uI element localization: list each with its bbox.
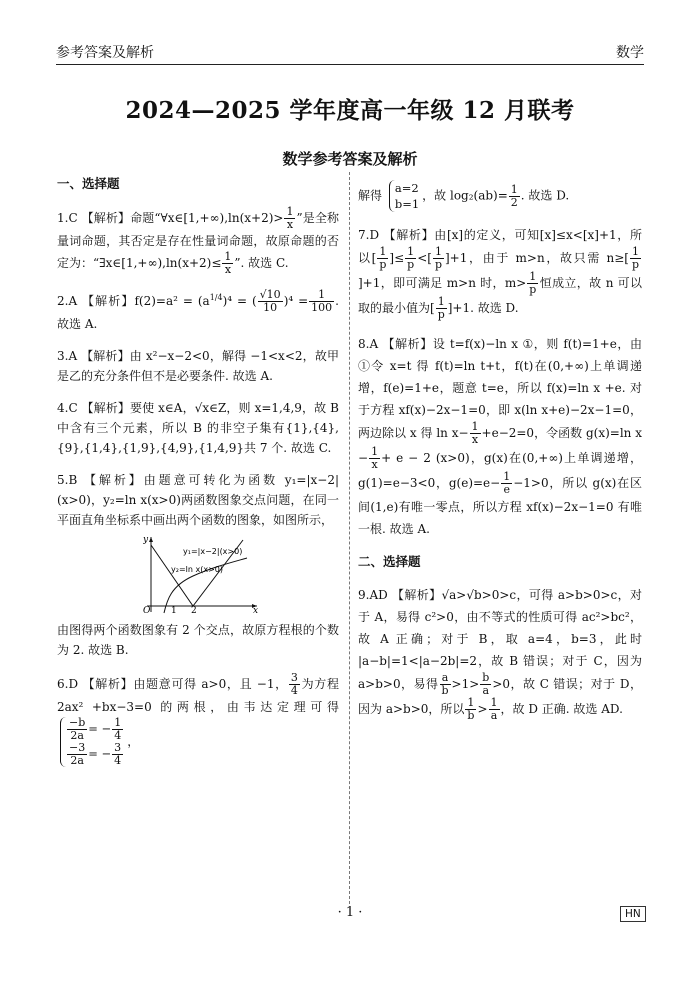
exam-title: 2024—2025 学年度高一年级 12 月联考 bbox=[125, 97, 575, 124]
q6-text-a: 6.D 【解析】由题意可得 a>0，且 −1， bbox=[57, 677, 288, 691]
q6-vieta-system: $\frac{-b}{2a}$ = − $\frac{1}{4}$ $\frac{-3}{2a}$ = − $\frac{3}{4}$ bbox=[60, 717, 124, 767]
header-left: 参考答案及解析 bbox=[56, 45, 154, 61]
q6-solve-mid: ，故 log₂(ab)= bbox=[422, 188, 508, 203]
q2-frac: $\frac{1}{100}$ bbox=[311, 288, 333, 314]
q7-text-d: ]+1，由于 m>n，故只需 n≥[ bbox=[445, 251, 629, 265]
q9-text-c: >0，故 C 错误；对于 D，因为 a>b>0，所以 bbox=[358, 677, 642, 716]
page-number: · 1 · bbox=[337, 905, 363, 920]
q8-text-c: + e − 2 (x>0)，g(x)在(0,+∞)上单调递增，g(1)=e−3<0，g(e)=e− bbox=[358, 451, 642, 490]
q6-frac: $\frac{3}{4}$ bbox=[290, 671, 298, 697]
q5-text-b: 由图得两个函数图象有 2 个交点，故原方程根的个数为 2. 故选 B. bbox=[57, 623, 339, 657]
q6-solve-end: . 故选 D. bbox=[520, 188, 570, 203]
graph-tick-1: 1 bbox=[171, 606, 177, 614]
q6-solution-system: a=2 b=1 bbox=[389, 180, 419, 212]
answer-1 bbox=[57, 206, 339, 276]
q8-text-b: +e−2=0，令函数 g(x)=ln x − bbox=[358, 426, 642, 465]
answer-6 bbox=[57, 672, 339, 767]
q8-text-d: −1>0，所以 g(x)在区间(1,e)有唯一零点，所以方程 xf(x)−2x−1=0 有唯一根. 故选 A. bbox=[358, 476, 642, 536]
section-one-heading: 一、选择题 bbox=[57, 176, 120, 191]
left-column bbox=[57, 174, 339, 779]
q2-exp: 1/4 bbox=[209, 293, 223, 302]
q1-text-a: 1.C 【解析】命题“∀x∈[1,+∞),ln(x+2)> bbox=[57, 211, 284, 225]
q9-text-b: >1> bbox=[451, 677, 480, 691]
answer-8: 8.A 【解析】设 t=f(x)−ln x ①，则 f(t)=1+e，由①令 x=t 得 f(t)=ln t+t，f(t)在(0,+∞)上单调递增，f(e)=1+e，题意 t=e，所以 f(x)=ln x +e. 对于方程 xf(x)−2x−1=0，即 x(ln x+e)−2x−1=0，两边除以 x 得 ln x− $\frac{1}{x}$ +e−2=0，令函数 g(x)=ln x − $\frac{1}{x}$ + e − 2 (x>0)，g(x)在(0,+∞)上单调递增，g(1)=e−3<0，g(e)=e− $\frac{1}{e}$ −1>0，所以 g(x)在区间(1,e)有唯一零点，所以方程 xf(x)−2x−1=0 有唯一根. 故选 A. bbox=[358, 337, 642, 536]
answer-2 bbox=[57, 288, 339, 334]
q1-frac: $\frac{1}{x}$ bbox=[286, 205, 294, 231]
q6-solve-prefix: 解得 bbox=[358, 188, 383, 203]
q7-text-b: ]≤ bbox=[389, 251, 405, 265]
q9-text-e: ，故 D 正确. 故选 AD. bbox=[500, 702, 623, 716]
region-code: HN bbox=[620, 906, 646, 922]
answer-9: 9.AD 【解析】√a>√b>0>c，可得 a>b>0>c，对于 A，易得 c²>0，由不等式的性质可得 ac²>bc²，故 A 正确；对于 B，取 a=4，b=3，此时 |a−b|=1<|a−2b|=2，故 B 错误；对于 C，因为 a>b>0，易得 $\frac{a}{b}$ >1> $\frac{b}{a}$ >0，故 C 错误；对于 D，因为 a>b>0，所以 $\frac{1}{b}$ > $\frac{1}{a}$ ，故 D 正确. 故选 AD. bbox=[358, 588, 642, 722]
graph-x-label: x bbox=[253, 606, 259, 614]
y-axis-arrow bbox=[149, 537, 153, 542]
q6-text-b: 为方程 2ax² +bx−3=0 的两根，由韦达定理可得 bbox=[57, 677, 339, 714]
right-column bbox=[358, 180, 642, 734]
q5-text-a: 5.B 【解析】由题意可转化为函数 y₁=|x−2|(x>0)，y₂=ln x(x>0)两函数图象交点问题，在同一平面直角坐标系中画出两个函数的图象，如图所示， bbox=[57, 473, 339, 527]
exam-subtitle: 数学参考答案及解析 bbox=[282, 150, 418, 168]
header-subject: 数学 bbox=[616, 45, 644, 61]
answer-3: 3.A 【解析】由 x²−x−2<0，解得 −1<x<2，故甲是乙的充分条件但不是必要条件. 故选 A. bbox=[57, 349, 339, 383]
graph-origin: O bbox=[143, 606, 151, 614]
q2-root-frac: $\frac{√10}{10}$ bbox=[259, 288, 281, 314]
q2-text-d: . 故选 A. bbox=[57, 294, 339, 331]
section-two-heading: 二、选择题 bbox=[358, 554, 421, 569]
q2-text-c: )⁴ = bbox=[283, 294, 309, 308]
graph-label-y2: y₂=ln x(x>0) bbox=[171, 565, 223, 574]
graph-tick-2: 2 bbox=[191, 606, 197, 614]
q1-text-b: ”是全称量词命题，其否定是存在性量词命题，故原命题的否定为：“∃x∈[1,+∞),ln(x+2)≤ bbox=[57, 211, 339, 270]
graph-label-y1: y₁=|x−2|(x>0) bbox=[183, 547, 243, 556]
q9-text-a: 9.AD 【解析】√a>√b>0>c，可得 a>b>0>c，对于 A，易得 c²>0，由不等式的性质可得 ac²>bc²，故 A 正确；对于 B，取 a=4，b=3，此时 |a−b|=1<|a−2b|=2，故 B 错误；对于 C，因为 a>b>0，易得 bbox=[358, 588, 642, 691]
q7-text-a: 7.D 【解析】由[x]的定义，可知[x]≤x<[x]+1，所以[ bbox=[358, 228, 642, 265]
q7-text-c: <[ bbox=[417, 251, 432, 265]
q6-text-c: ， bbox=[127, 734, 140, 749]
q9-text-d: > bbox=[477, 702, 488, 716]
q2-text-b: )⁴ = ( bbox=[222, 294, 257, 308]
q8-text-a: 8.A 【解析】设 t=f(x)−ln x ①，则 f(t)=1+e，由①令 x=t 得 f(t)=ln t+t，f(t)在(0,+∞)上单调递增，f(e)=1+e，题意 t=e，所以 f(x)=ln x +e. 对于方程 xf(x)−2x−1=0，即 x(ln x+e)−2x−1=0，两边除以 x 得 ln x− bbox=[358, 337, 642, 440]
column-divider bbox=[349, 172, 350, 904]
answer-7: 7.D 【解析】由[x]的定义，可知[x]≤x<[x]+1，所以[ $\frac{1}{p}$ ]≤ $\frac{1}{p}$ <[ $\frac{1}{p}$ ]+1，由于 m>n，故只需 n≥[ $\frac{1}{p}$ ]+1，即可满足 m>n 时，m> $\frac{1}{p}$ 恒成立，故 n 可以取的最小值为[ $\frac{1}{p}$ ]+1. 故选 D. bbox=[358, 228, 642, 321]
q7-text-f: 恒成立，故 n 可以取的最小值为[ bbox=[358, 276, 642, 315]
q7-text-g: ]+1. 故选 D. bbox=[447, 301, 519, 315]
q1-frac-2: $\frac{1}{x}$ bbox=[224, 250, 232, 276]
page-header bbox=[56, 36, 644, 65]
q7-text-e: ]+1，即可满足 m>n 时，m> bbox=[358, 276, 527, 290]
graph-y-label: y bbox=[143, 535, 149, 545]
answer-5 bbox=[57, 470, 339, 660]
q2-text-a: 2.A 【解析】f(2)=a² = (a bbox=[57, 294, 210, 308]
q1-text-c: ”. 故选 C. bbox=[234, 256, 289, 270]
answer-4: 4.C 【解析】要使 x∈A，√x∈Z，则 x=1,4,9，故 B 中含有三个元素，所以 B 的非空子集有{1},{4},{9},{1,4},{1,9},{4,9},{1,4,9}共 7 个. 故选 C. bbox=[57, 401, 339, 455]
q5-function-graph bbox=[143, 534, 261, 614]
q6-answer-frac: $\frac{1}{2}$ bbox=[510, 182, 518, 209]
answer-6-cont bbox=[358, 180, 642, 212]
